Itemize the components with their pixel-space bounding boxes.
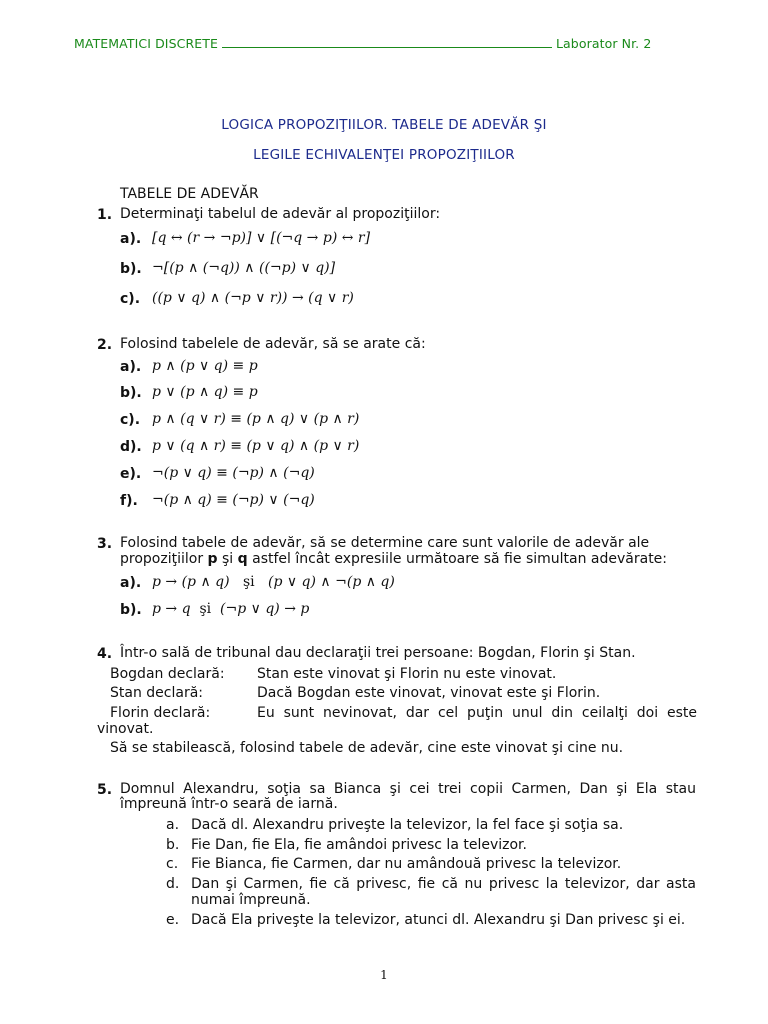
item-label: d). [120, 439, 142, 455]
exercise-text-line2: împreună într-o seară de iarnă. [120, 796, 338, 812]
condition-text: Dacă dl. Alexandru priveşte la televizor, la fel face şi soţia sa. [191, 817, 624, 833]
expression-part: p → q [152, 601, 191, 617]
text-part: şi [217, 551, 238, 567]
expression-part: (¬p ∨ q) → p [220, 601, 310, 617]
expression: p ∨ (p ∧ q) ≡ p [152, 384, 258, 400]
condition-label: a. [166, 817, 180, 833]
expression [152, 601, 309, 617]
statement: Stan este vinovat şi Florin nu este vinovat. [257, 666, 557, 682]
condition-label: c. [166, 856, 179, 872]
item-label: c). [120, 412, 141, 428]
item-label: a). [120, 231, 142, 247]
expression-part: (p ∨ q) ∧ ¬(p ∧ q) [267, 574, 395, 590]
page-title-line2: LEGILE ECHIVALENŢEI PROPOZIŢIILOR [253, 147, 515, 163]
var-q: q [237, 551, 248, 567]
condition-text: Fie Bianca, fie Carmen, dar nu amândouă privesc la televizor. [191, 856, 622, 872]
expression: ¬(p ∧ q) ≡ (¬p) ∨ (¬q) [152, 492, 315, 508]
statement: Eu sunt nevinovat, dar cel puţin unul din ceilalţi doi este [257, 705, 697, 721]
expression: ¬[(p ∧ (¬q)) ∧ ((¬p) ∨ q)] [152, 260, 336, 276]
exercise-text: Folosind tabelele de adevăr, să se arate că: [120, 336, 426, 352]
exercise-number: 5. [97, 782, 113, 798]
exercise-question: Să se stabilească, folosind tabele de adevăr, cine este vinovat şi cine nu. [110, 740, 624, 756]
speaker: Bogdan declară: [110, 666, 225, 682]
condition-label: e. [166, 912, 180, 928]
item-label: a). [120, 359, 142, 375]
var-p: p [207, 551, 218, 567]
condition-text-continued: numai împreună. [191, 892, 311, 908]
item-label: a). [120, 575, 142, 591]
exercise-text-line1: Domnul Alexandru, soţia sa Bianca şi cei trei copii Carmen, Dan şi Ela stau [120, 781, 696, 797]
item-label: b). [120, 385, 142, 401]
condition-text: Dacă Ela priveşte la televizor, atunci dl. Alexandru şi Dan privesc şi ei. [191, 912, 686, 928]
page-header [74, 36, 698, 51]
exercise-number: 1. [97, 207, 113, 223]
text-part: astfel încât expresiile următoare să fie simultan adevărate: [247, 551, 668, 567]
statement-continued: vinovat. [97, 721, 154, 737]
exercise-text-line1: Folosind tabele de adevăr, să se determine care sunt valorile de adevăr ale [120, 535, 650, 551]
exercise-text-line2 [120, 552, 696, 567]
conjunction: şi [199, 601, 212, 617]
exercise-text: Determinaţi tabelul de adevăr al propoziţiilor: [120, 206, 441, 222]
item-label: c). [120, 291, 141, 307]
header-rule [222, 37, 552, 48]
exercise-number: 4. [97, 646, 113, 662]
header-lab: Laborator Nr. 2 [555, 36, 652, 51]
text-part: propoziţiilor [120, 551, 208, 567]
condition-label: d. [166, 876, 180, 892]
item-label: e). [120, 466, 142, 482]
condition-text: Dan şi Carmen, fie că privesc, fie că nu privesc la televizor, dar asta [191, 876, 696, 892]
header-course: MATEMATICI DISCRETE [74, 36, 218, 51]
item-label: f). [120, 493, 138, 509]
expression: ¬(p ∨ q) ≡ (¬p) ∧ (¬q) [152, 465, 315, 481]
speaker: Stan declară: [110, 685, 203, 701]
exercise-number: 2. [97, 337, 113, 353]
expression: [q ↔ (r → ¬p)] ∨ [(¬q → p) ↔ r] [152, 230, 371, 246]
condition-label: b. [166, 837, 180, 853]
condition-text: Fie Dan, fie Ela, fie amândoi privesc la televizor. [191, 837, 527, 853]
exercise-text: Într-o sală de tribunal dau declaraţii trei persoane: Bogdan, Florin şi Stan. [120, 645, 636, 661]
expression: p ∨ (q ∧ r) ≡ (p ∨ q) ∧ (p ∨ r) [152, 438, 360, 454]
page-title-line1: LOGICA PROPOZIŢIILOR. TABELE DE ADEVĂR ŞI [221, 117, 547, 133]
statement: Dacă Bogdan este vinovat, vinovat este şi Florin. [257, 685, 601, 701]
item-label: b). [120, 602, 142, 618]
expression: ((p ∨ q) ∧ (¬p ∨ r)) → (q ∨ r) [152, 290, 354, 306]
expression: p ∧ (p ∨ q) ≡ p [152, 358, 258, 374]
expression: p ∧ (q ∨ r) ≡ (p ∧ q) ∨ (p ∧ r) [152, 411, 360, 427]
section-heading: TABELE DE ADEVĂR [120, 186, 259, 202]
expression [152, 574, 395, 590]
expression-part: p → (p ∧ q) [152, 574, 230, 590]
conjunction: şi [242, 574, 255, 590]
exercise-number: 3. [97, 536, 113, 552]
item-label: b). [120, 261, 142, 277]
page-number: 1 [380, 968, 388, 982]
speaker: Florin declară: [110, 705, 211, 721]
